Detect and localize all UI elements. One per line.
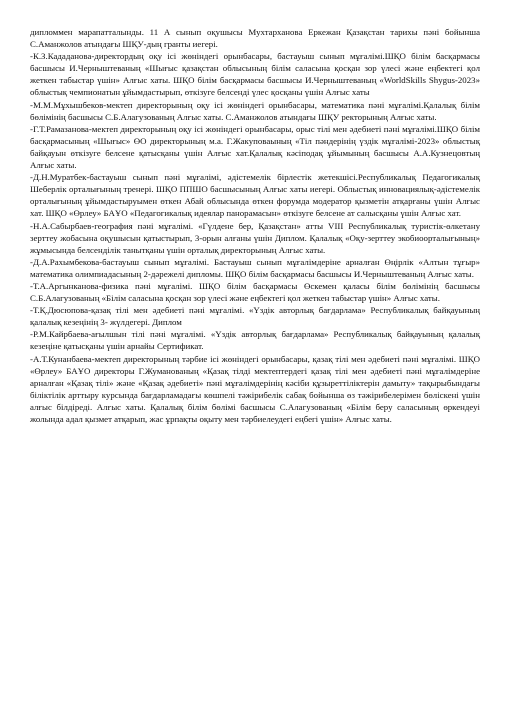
paragraph-kadadanova: -К.З.Кададанова-директордың оқу ісі жөніндегі орынбасары, бастауыш сынып мұғалімі.ШҚО білім басқармасы басшысы И.Черныштеваның «Шығыс қазақстан облысының білім саласына қосқан зор үлесі және еңбектегі қол жеткен табыстар үшін» Алғыс хаты. ШҚО білім басқармасы басшысы И.Черныштеваның «WorldSkills Shygus-2023» облыстық чемпионатын ұйымдастырып, өткізуге белсенді үлес қосқаны үшін Алғыс хаты [30, 51, 480, 98]
paragraph-ramazanova: -Г.Т.Рамазанова-мектеп директорының оқу ісі жөніндегі орынбасары, орыс тілі мен әдебиеті пәні мұғалімі.ШҚО білім басқармасының «Шығыс» ӨО директорының м.а. Г.Жакуповаының «Тіл пәндерінің үздік мұғалімі-2023» облыстық байқауын өткізуге белсене қатысқаны үшін Алғыс хат.Қалалық кәсіподақ ұйымының басшысы А.А.Кузнецовтың Алғыс хаты. [30, 123, 480, 171]
paragraph-kairbaeva: -Р.М.Кайрбаева-ағылшын тілі пәні мұғалімі. «Үздік авторлық бағдарлама» Республикалық байқауының қалалық кезеңіне қатысқаны үшін арнайы Сертификат. [30, 329, 480, 352]
paragraph-mukhyshbekov: -М.М.Мұхышбеков-мектеп директорының оқу ісі жөніндегі орынбасары, математика пәні мұғалімі.Қалалық білім бөлімінің басшысы С.Б.Алагузованың Алғыс хаты. С.Аманжолов атындағы ШҚУ ректорының Алғыс хаты. [30, 99, 480, 122]
paragraph-sabyrbaev: -Н.А.Сабырбаев-география пәні мұғалімі. «Гүлдене бер, Қазақстан» атты VIII Республикалық туристік-өлкетану зерттеу жобасына оқушысын қатыстырып, 3-орын алғаны үшін Диплом. Қалалық «Оқу-зерттеу экобиоорталығының» жұмысында белсенділік танытқаны үшін орталық директорының Алғыс хаты. [30, 220, 480, 255]
paragraph-kunanbaeva: -А.Т.Кунанбаева-мектеп директорының тәрбие ісі жөніндегі орынбасары, қазақ тілі мен әдебиеті пәні мұғалімі. ШҚО «Өрлеу» БАҰО директоры Г.Жуманованың «Қазақ тілді мектептердегі қазақ тілі мен әдебиеті пәні мұғалімдеріне арналған «Қазақ тілі» және «Қазақ әдебиеті» пәні мұғалімдерінің кәсіби құзыреттіліктерін дамыту» тақырыбындағы біліктілік арттыру курсында бағдарламадағы көшпелі тәжірибелік сабақ бойынша өз тәжірибелерімен бөліскені үшін алғыс білдіреді. Алғыс хаты. Қалалық білім бөлімі басшысы С.Алагузованың «Білім беру саласының өркендеуі жолында адал қызмет атқарып, жас ұрпақты оқыту мен тәрбиелеудегі еңбегі үшін» Алғыс хаты. [30, 353, 480, 424]
document-page [30, 26, 480, 425]
paragraph-muratbek: -Д.Н.Муратбек-бастауыш сынып пәні мұғалімі, әдістемелік бірлестік жетекшісі.Республикалық Педагогикалық Шеберлік орталығының тренері. ШҚО ППШО басшысының Алғыс хаты иегері. Облыстық инновациялық-әдістемелік орталығының ұйымдастыруымен өткен Абай облысында өткен форумда модератор қызметін атқарғаны үшін Алғыс хат. ШҚО «Өрлеу» БАҰО «Педагогикалық идеялар панорамасын» өткізуге белсене ат салысқаны үшін Алғыс хат. [30, 172, 480, 219]
paragraph-dyusyupova: -Т.Қ.Дюсюпова-қазақ тілі мен әдебиеті пәні мұғалімі. «Үздік авторлық бағдарлама» Республикалық байқауының қалалық кезеңінің 3- жүлдегері. Диплом [30, 305, 480, 328]
paragraph-argynkanova: -Т.А.Аргынканова-физика пәні мұғалімі. ШҚО білім басқармасы Өскемен қаласы білім бөлімінің басшысы С.Б.Алагузованың «Білім саласына қосқан зор үлесі және еңбектегі қол жеткен табыстар үшін» Алғыс хаты. [30, 280, 480, 304]
paragraph-school-students-award: дипломмен марапатталынды. 11 А сынып оқушысы Мухтарханова Еркежан Қазақстан тарихы пәні бойынша С.Аманжолов атындағы ШҚУ-дың гранты иегері. [30, 27, 480, 50]
paragraph-rakhymbekova: -Д.А.Рахымбекова-бастауыш сынып мұғалімі. Бастауыш сынып мұғалімдеріне арналған Өңірлік «Алтын тұғыр» математика олимпиадасының 2-дәрежелі дипломы. ШҚО білім басқармасы басшысы И.Черныштеваның Алғыс хаты. [30, 256, 480, 279]
